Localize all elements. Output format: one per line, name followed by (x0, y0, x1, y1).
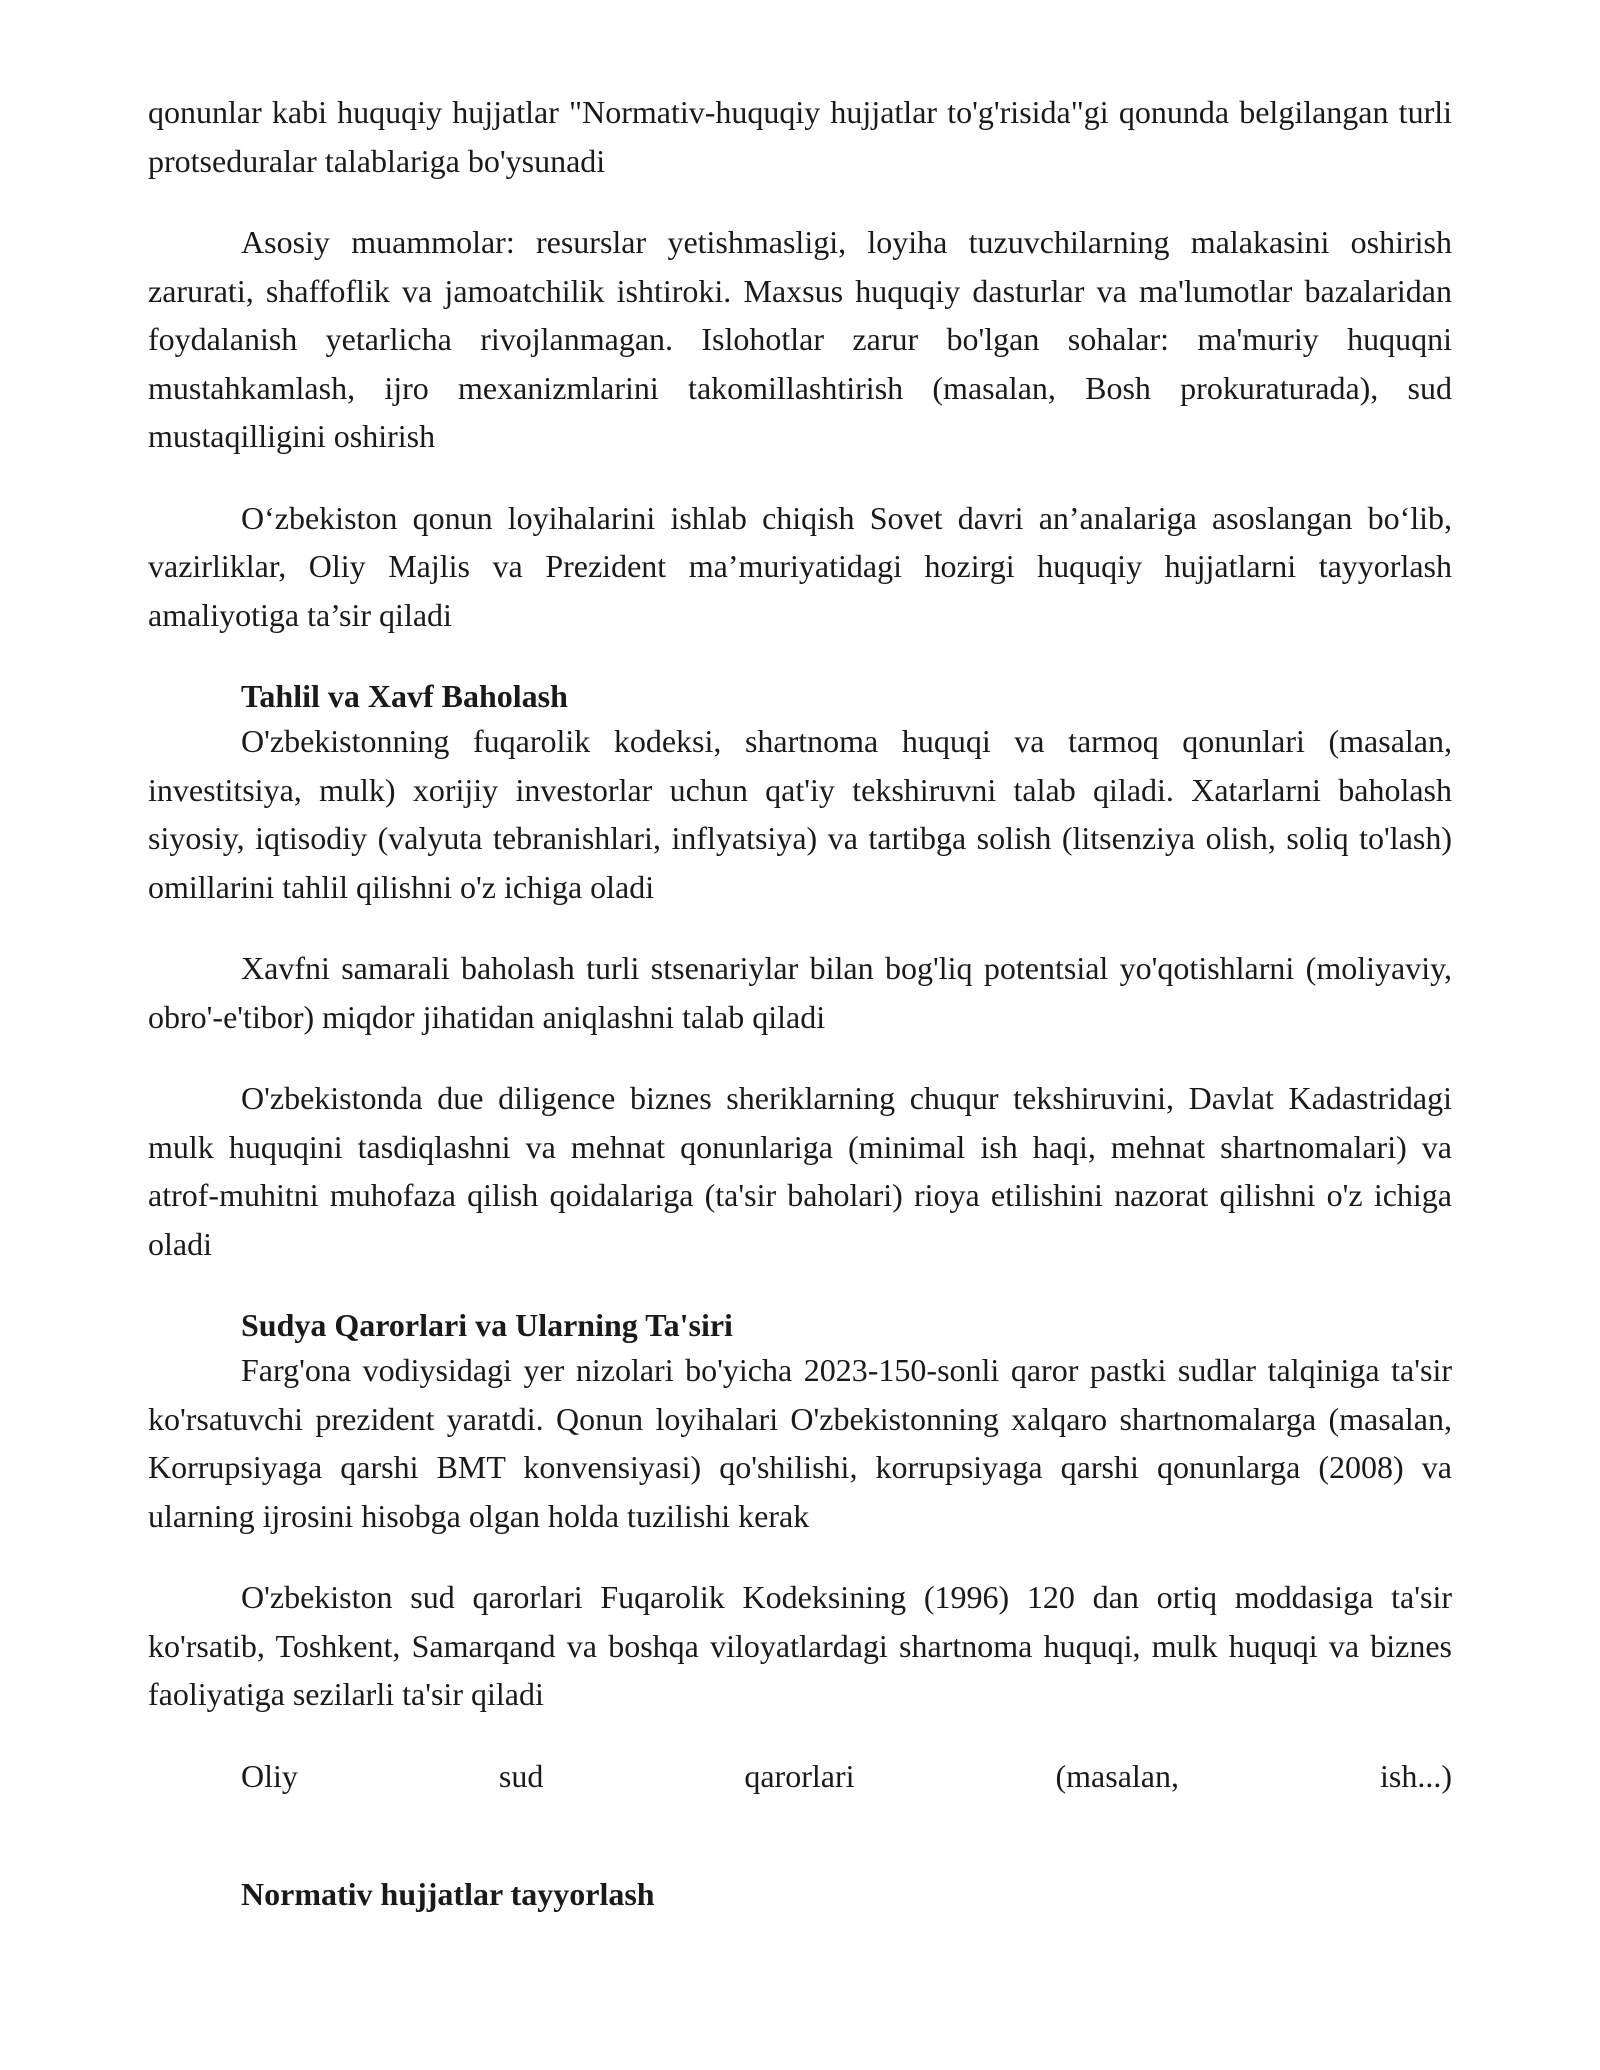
paragraph-sud: O'zbekiston sud qarorlari Fuqarolik Kodeksining (1996) 120 dan ortiq moddasiga ta'sir ko'rsatib, Toshkent, Samarqand va boshqa viloyatlardagi shartnoma huquqi, mulk huquqi va biznes faoliyatiga sezilarli ta'sir qiladi (148, 1579, 1452, 1712)
paragraph-sovet: O‘zbekiston qonun loyihalarini ishlab chiqish Sovet davri an’analariga asoslangan bo‘lib, vazirliklar, Oliy Majlis va Prezident ma’muriyatidagi hozirgi huquqiy hujjatlarni tayyorlash amaliyotiga ta’sir qiladi (148, 499, 1452, 633)
paragraph-muammolar: Asosiy muammolar: resurslar yetishmasligi, loyiha tuzuvchilarning malakasini oshirish zarurati, shaffoflik va jamoatchilik ishtiroki. Maxsus huquqiy dasturlar va ma'lumotlar bazalaridan foydalanish yetarlicha rivojlanmagan. Islohotlar zarur bo'lgan sohalar: ma'muriy huquqni mustahkamlash, ijro mexanizmlarini takomillashtirish (masalan, Bosh prokuraturada), sud mustaqilligini oshirish (148, 224, 1452, 454)
oliy-word: (masalan, (1055, 1757, 1179, 1794)
heading-tahlil: Tahlil va Xavf Baholash (241, 678, 568, 714)
oliy-word: ish...) (1380, 1757, 1452, 1794)
oliy-word: qarorlari (744, 1757, 855, 1794)
oliy-word: Oliy (241, 1757, 298, 1794)
paragraph-diligence: O'zbekistonda due diligence biznes sheriklarning chuqur tekshiruvini, Davlat Kadastridagi mulk huquqini tasdiqlashni va mehnat qonunlariga (minimal ish haqi, mehnat shartnomalari) va atrof-muhitni muhofaza qilish qoidalariga (ta'sir baholari) rioya etilishini nazorat qilishni o'z ichiga oladi (148, 1080, 1452, 1262)
paragraph-oliy (241, 1752, 1452, 1801)
spacer (148, 1800, 1452, 1873)
oliy-word: sud (498, 1757, 544, 1794)
paragraph-kodeks: O'zbekistonning fuqarolik kodeksi, shartnoma huquqi va tarmoq qonunlari (masalan, investitsiya, mulk) xorijiy investorlar uchun qat'iy tekshiruvni talab qiladi. Xatarlarni baholash siyosiy, iqtisodiy (valyuta tebranishlari, inflyatsiya) va tartibga solish (litsenziya olish, soliq to'lash) omillarini tahlil qilishni o'z ichiga oladi (148, 723, 1452, 905)
paragraph-xavf: Xavfni samarali baholash turli stsenariylar bilan bog'liq potentsial yo'qotishlarni (moliyaviy, obro'-e'tibor) miqdor jihatidan aniqlashni talab qiladi (148, 950, 1452, 1035)
paragraph-intro: qonunlar kabi huquqiy hujjatlar "Normativ-huquqiy hujjatlar to'g'risida"gi qonunda belgilangan turli protseduralar talablariga bo'ysunadi (148, 94, 1452, 179)
heading-normativ: Normativ hujjatlar tayyorlash (241, 1876, 655, 1912)
paragraph-fargona: Farg'ona vodiysidagi yer nizolari bo'yicha 2023-150-sonli qaror pastki sudlar talqiniga ta'sir ko'rsatuvchi prezident yaratdi. Qonun loyihalari O'zbekistonning xalqaro shartnomalarga (masalan, Korrupsiyaga qarshi BMT konvensiyasi) qo'shilishi, korrupsiyaga qarshi qonunlarga (2008) va ularning ijrosini hisobga olgan holda tuzilishi kerak (148, 1352, 1452, 1534)
document-page (148, 88, 1452, 1915)
heading-sudya: Sudya Qarorlari va Ularning Ta'siri (241, 1307, 733, 1343)
